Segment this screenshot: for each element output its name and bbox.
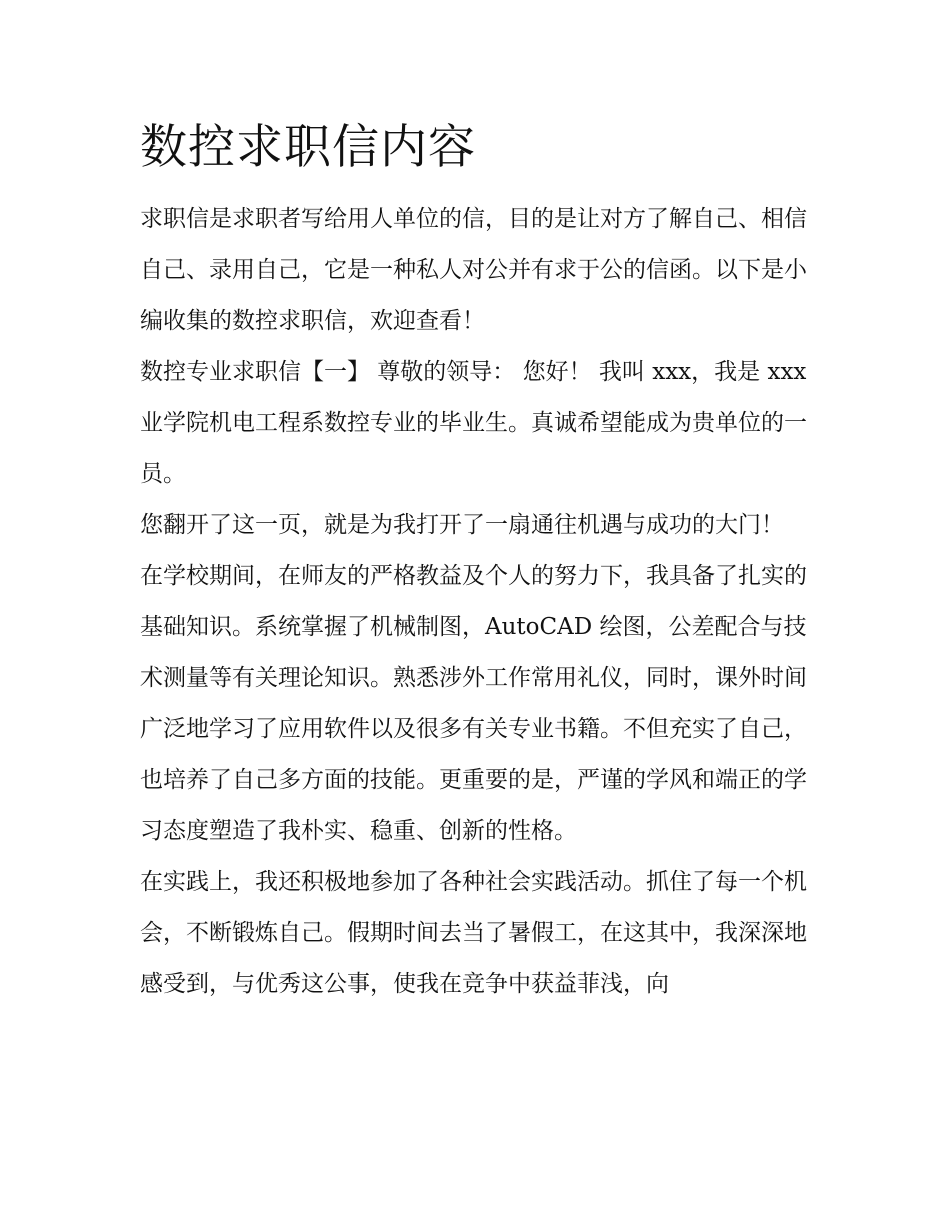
letter-greeting-paragraph: 数控专业求职信【一】 尊敬的领导： 您好！ 我叫 xxx，我是 xxx 业学院机电工程系数控专业的毕业生。真诚希望能成为贵单位的一员。 [140, 359, 807, 487]
education-paragraph: 在学校期间，在师友的严格教益及个人的努力下，我具备了扎实的基础知识。系统掌握了机械制图，AutoCAD 绘图，公差配合与技术测量等有关理论知识。熟悉涉外工作常用礼仪，同时，课外时间广泛地学习了应用软件以及很多有关专业书籍。不但充实了自己，也培养了自己多方面的技能。更重要的是，严谨的学风和端正的学习态度塑造了我朴实、稳重、创新的性格。 [140, 563, 807, 844]
intro-paragraph: 求职信是求职者写给用人单位的信，目的是让对方了解自己、相信自己、录用自己，它是一种私人对公并有求于公的信函。以下是小编收集的数控求职信，欢迎查看！ [140, 206, 807, 334]
document-body [140, 112, 812, 1010]
opening-paragraph: 您翻开了这一页，就是为我打开了一扇通往机遇与成功的大门！ [140, 512, 784, 538]
practice-paragraph: 在实践上，我还积极地参加了各种社会实践活动。抓住了每一个机会，不断锻炼自己。假期时间去当了暑假工，在这其中，我深深地感受到，与优秀这公事，使我在竞争中获益菲浅，向 [140, 869, 807, 997]
document-title: 数控求职信内容 [140, 120, 476, 175]
